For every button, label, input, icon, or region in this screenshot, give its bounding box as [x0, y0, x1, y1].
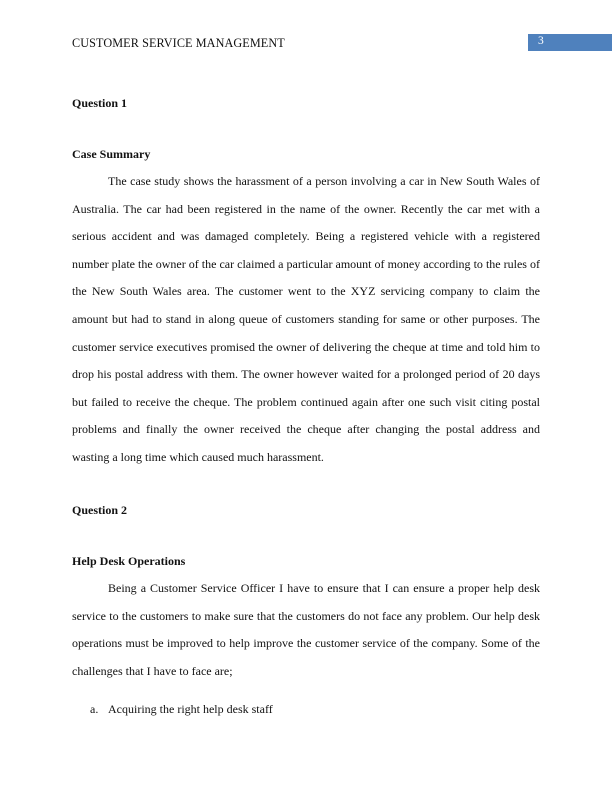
list-item — [90, 702, 273, 717]
help-desk-paragraph: Being a Customer Service Officer I have to ensure that I can ensure a proper help desk service to the customers to make sure that the customers do not face any problem. Our help desk operations must be improved to help improve the customer service of the company. Some of the challenges that I have to face are; — [72, 581, 540, 678]
help-desk-heading: Help Desk Operations — [72, 554, 186, 568]
question-1-heading: Question 1 — [72, 96, 128, 110]
case-summary-paragraph: The case study shows the harassment of a person involving a car in New South Wales of Australia. The car had been registered in the name of the owner. Recently the car met with a serious accident and was damaged completely. Being a registered vehicle with a registered number plate the owner of the car claimed a particular amount of money according to the rules of the New South Wales area. The customer went to the XYZ servicing company to claim the amount but had to stand in along queue of customers standing for same or other purposes. The customer service executives promised the owner of delivering the cheque at time and told him to drop his postal address with them. The owner however waited for a prolonged period of 20 days but failed to receive the cheque. The problem continued again after one such visit citing postal problems and finally the owner received the cheque after changing the postal address and wasting a long time which caused much harassment. — [72, 174, 540, 464]
page-number-badge — [528, 34, 612, 51]
running-head-title: CUSTOMER SERVICE MANAGEMENT — [72, 36, 285, 50]
list-item-text: Acquiring the right help desk staff — [108, 702, 273, 716]
page-number: 3 — [538, 35, 544, 47]
case-summary-heading: Case Summary — [72, 147, 151, 161]
list-marker: a. — [90, 702, 99, 716]
question-2-heading: Question 2 — [72, 503, 128, 517]
